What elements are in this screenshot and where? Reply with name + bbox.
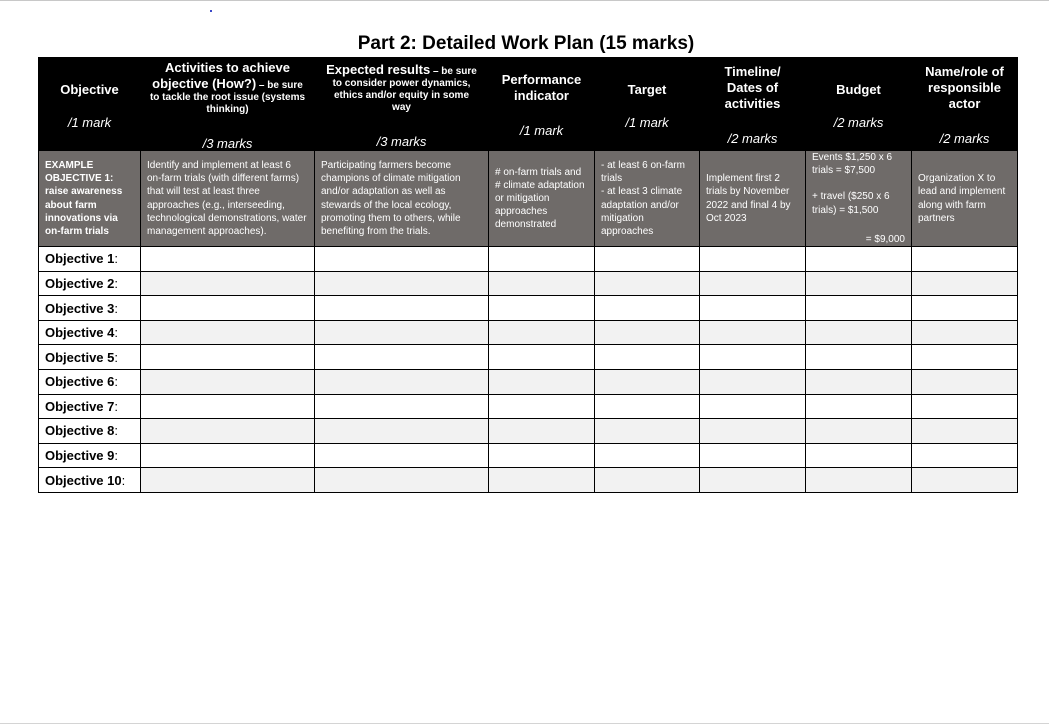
table-cell[interactable] xyxy=(315,296,489,321)
table-cell[interactable] xyxy=(806,296,912,321)
table-cell[interactable] xyxy=(806,247,912,272)
objective-row xyxy=(39,296,1018,321)
table-cell[interactable] xyxy=(700,345,806,370)
table-cell[interactable] xyxy=(700,369,806,394)
table-cell[interactable] xyxy=(912,247,1018,272)
table-cell[interactable] xyxy=(141,419,315,444)
page-top-border xyxy=(0,0,1049,1)
table-cell[interactable] xyxy=(912,394,1018,419)
table-cell[interactable] xyxy=(595,419,700,444)
table-cell[interactable] xyxy=(700,443,806,468)
table-cell[interactable] xyxy=(141,369,315,394)
table-cell[interactable] xyxy=(489,394,595,419)
example-row xyxy=(39,151,1018,247)
table-cell[interactable] xyxy=(141,468,315,493)
header-target: Target /1 mark xyxy=(595,58,700,151)
table-cell[interactable] xyxy=(315,320,489,345)
table-cell[interactable] xyxy=(489,320,595,345)
table-cell[interactable] xyxy=(912,345,1018,370)
table-cell[interactable] xyxy=(806,468,912,493)
objective-row xyxy=(39,247,1018,272)
table-cell[interactable] xyxy=(595,320,700,345)
header-responsible-actor: Name/role of responsible actor /2 marks xyxy=(912,58,1018,151)
table-cell[interactable] xyxy=(595,271,700,296)
table-cell[interactable] xyxy=(806,271,912,296)
table-cell[interactable] xyxy=(489,247,595,272)
table-cell[interactable] xyxy=(315,345,489,370)
example-actor: Organization X to lead and implement along with farm partners xyxy=(912,151,1018,247)
header-performance-indicator: Performance indicator /1 mark xyxy=(489,58,595,151)
example-indicator: # on-farm trials and # climate adaptation or mitigation approaches demonstrated xyxy=(489,151,595,247)
table-cell[interactable] xyxy=(806,443,912,468)
table-cell[interactable] xyxy=(141,345,315,370)
table-cell[interactable] xyxy=(315,247,489,272)
table-cell[interactable] xyxy=(700,468,806,493)
table-cell[interactable] xyxy=(489,369,595,394)
table-cell[interactable] xyxy=(912,443,1018,468)
header-timeline: Timeline/ Dates of activities /2 marks xyxy=(700,58,806,151)
objective-label: Objective 3: xyxy=(39,296,141,321)
table-cell[interactable] xyxy=(806,394,912,419)
table-cell[interactable] xyxy=(806,345,912,370)
objective-label: Objective 4: xyxy=(39,320,141,345)
table-cell[interactable] xyxy=(595,468,700,493)
table-cell[interactable] xyxy=(700,271,806,296)
header-expected-results: Expected results – be sure to consider power dynamics, ethics and/or equity in some way /3 marks xyxy=(315,58,489,151)
table-cell[interactable] xyxy=(315,394,489,419)
cursor-marker xyxy=(210,10,212,12)
objective-row xyxy=(39,419,1018,444)
table-cell[interactable] xyxy=(489,443,595,468)
objective-row xyxy=(39,394,1018,419)
header-activities: Activities to achieve objective (How?) – be sure to tackle the root issue (systems thinking) /3 marks xyxy=(141,58,315,151)
table-cell[interactable] xyxy=(595,369,700,394)
table-cell[interactable] xyxy=(315,443,489,468)
table-cell[interactable] xyxy=(489,296,595,321)
table-cell[interactable] xyxy=(806,419,912,444)
table-cell[interactable] xyxy=(595,443,700,468)
table-cell[interactable] xyxy=(912,369,1018,394)
table-cell[interactable] xyxy=(141,271,315,296)
objective-label: Objective 5: xyxy=(39,345,141,370)
work-plan-table xyxy=(38,57,1018,493)
objective-label: Objective 7: xyxy=(39,394,141,419)
table-cell[interactable] xyxy=(489,271,595,296)
table-cell[interactable] xyxy=(912,296,1018,321)
table-cell[interactable] xyxy=(700,296,806,321)
header-objective: Objective /1 mark xyxy=(39,58,141,151)
objective-row xyxy=(39,468,1018,493)
objective-label: Objective 6: xyxy=(39,369,141,394)
objective-row xyxy=(39,443,1018,468)
example-activities: Identify and implement at least 6 on-farm trials (with different farms) that will test at least three approaches (e.g., interseeding, technological demonstrations, water management approaches). xyxy=(141,151,315,247)
table-cell[interactable] xyxy=(700,320,806,345)
table-cell[interactable] xyxy=(912,271,1018,296)
table-cell[interactable] xyxy=(489,345,595,370)
table-cell[interactable] xyxy=(700,247,806,272)
objective-row xyxy=(39,369,1018,394)
table-cell[interactable] xyxy=(912,468,1018,493)
example-budget: Events $1,250 x 6 trials = $7,500 + travel ($250 x 6 trials) = $1,500 = $9,000 xyxy=(806,151,912,247)
table-cell[interactable] xyxy=(912,320,1018,345)
table-cell[interactable] xyxy=(141,394,315,419)
objective-label: Objective 8: xyxy=(39,419,141,444)
objective-label: Objective 2: xyxy=(39,271,141,296)
table-cell[interactable] xyxy=(141,320,315,345)
table-cell[interactable] xyxy=(489,419,595,444)
table-cell[interactable] xyxy=(806,320,912,345)
objective-row xyxy=(39,320,1018,345)
table-cell[interactable] xyxy=(141,443,315,468)
table-cell[interactable] xyxy=(595,247,700,272)
table-cell[interactable] xyxy=(315,369,489,394)
table-cell[interactable] xyxy=(595,345,700,370)
table-cell[interactable] xyxy=(315,419,489,444)
table-cell[interactable] xyxy=(141,247,315,272)
table-cell[interactable] xyxy=(595,296,700,321)
table-cell[interactable] xyxy=(700,394,806,419)
objective-label: Objective 9: xyxy=(39,443,141,468)
table-cell[interactable] xyxy=(700,419,806,444)
objective-label: Objective 10: xyxy=(39,468,141,493)
header-budget: Budget /2 marks xyxy=(806,58,912,151)
objective-row xyxy=(39,271,1018,296)
table-cell[interactable] xyxy=(315,468,489,493)
example-timeline: Implement first 2 trials by November 2022 and final 4 by Oct 2023 xyxy=(700,151,806,247)
objective-row xyxy=(39,345,1018,370)
page-bottom-border xyxy=(0,723,1049,724)
table-cell[interactable] xyxy=(141,296,315,321)
table-cell[interactable] xyxy=(595,394,700,419)
objective-label: Objective 1: xyxy=(39,247,141,272)
example-results: Participating farmers become champions of climate mitigation and/or adaptation as well as stewards of the local ecology, promoting them to others, while benefiting from the trials. xyxy=(315,151,489,247)
table-cell[interactable] xyxy=(315,271,489,296)
table-cell[interactable] xyxy=(806,369,912,394)
page-title: Part 2: Detailed Work Plan (15 marks) xyxy=(357,33,695,54)
table-cell[interactable] xyxy=(489,468,595,493)
example-target: - at least 6 on-farm trials - at least 3 climate adaptation and/or mitigation approaches xyxy=(595,151,700,247)
table-cell[interactable] xyxy=(912,419,1018,444)
header-row xyxy=(39,58,1018,151)
example-objective: EXAMPLE OBJECTIVE 1: raise awareness about farm innovations via on-farm trials xyxy=(39,151,141,247)
